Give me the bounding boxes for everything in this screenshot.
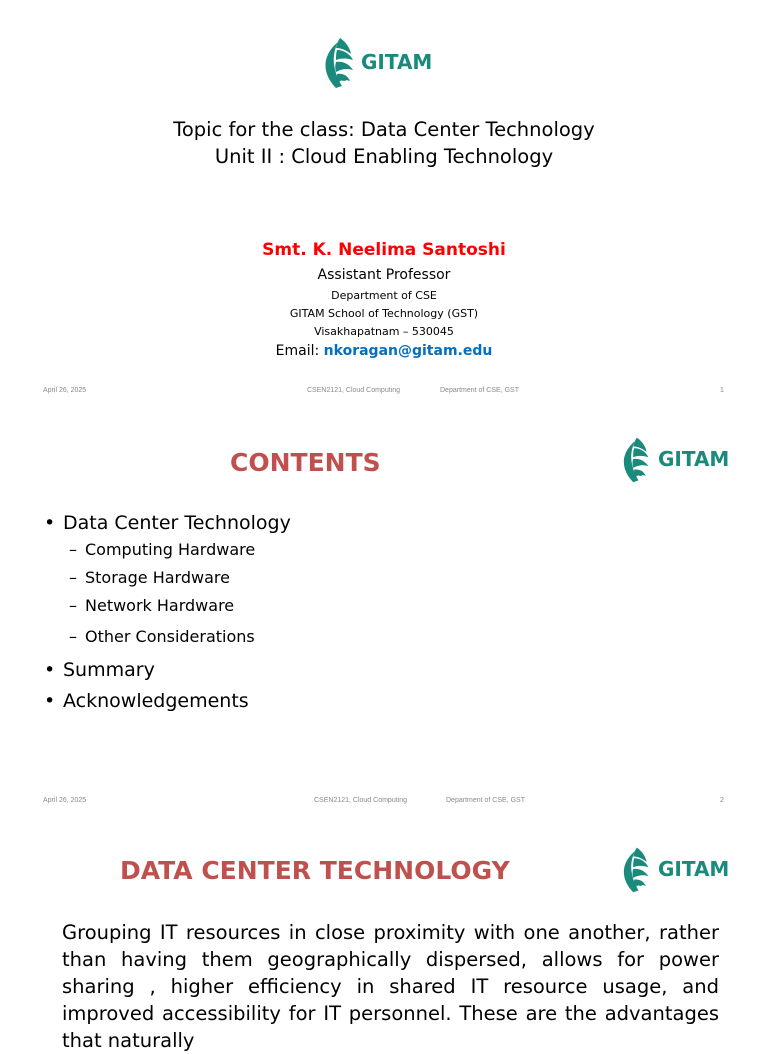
presenter-email-line — [0, 343, 768, 359]
gitam-logo-icon — [616, 434, 654, 484]
slide-1 — [0, 0, 768, 410]
list-item: • Acknowledgements — [44, 683, 291, 714]
slide-2 — [0, 410, 768, 820]
contents-list — [44, 510, 291, 714]
email-link[interactable]: nkoragan@gitam.edu — [323, 343, 493, 359]
logo-text: GITAM — [658, 447, 730, 471]
gitam-logo-icon — [318, 34, 358, 90]
slide-3 — [0, 820, 768, 1052]
topic-title: Topic for the class: Data Center Technology — [173, 118, 595, 141]
presenter-department: Department of CSE — [331, 289, 437, 302]
presenter-designation: Assistant Professor — [317, 267, 451, 283]
logo-text: GITAM — [361, 50, 433, 74]
presenter-school: GITAM School of Technology (GST) — [289, 307, 479, 320]
list-item: – Network Hardware — [44, 596, 291, 624]
gitam-logo-icon — [616, 844, 654, 894]
gitam-logo — [616, 844, 729, 894]
list-item: – Storage Hardware — [44, 568, 291, 596]
presenter-name: Smt. K. Neelima Santoshi — [262, 240, 506, 260]
gitam-logo — [616, 434, 729, 484]
list-item: • Data Center Technology — [44, 510, 291, 540]
presenter-city: Visakhapatnam – 530045 — [314, 325, 454, 338]
footer-dept: Department of CSE, GST — [440, 387, 519, 394]
footer-date: April 26, 2025 — [43, 387, 87, 394]
slide-title: CONTENTS — [230, 448, 381, 477]
footer-course: CSEN2121, Cloud Computing — [314, 797, 407, 804]
footer-course: CSEN2121, Cloud Computing — [307, 387, 400, 394]
email-label: Email: — [275, 343, 324, 359]
footer-dept: Department of CSE, GST — [446, 797, 525, 804]
body-paragraph: Grouping IT resources in close proximity with one another, rather than having them geographically dispersed, allows for power sharing , higher efficiency in shared IT resource usage, and improved accessibility for IT personnel. These are the advantages that naturally — [62, 921, 719, 1052]
footer-page: 2 — [720, 797, 724, 804]
footer-page: 1 — [720, 387, 724, 394]
list-item: • Summary — [44, 652, 291, 683]
list-item: – Other Considerations — [44, 624, 291, 652]
gitam-logo — [318, 34, 432, 90]
footer-date: April 26, 2025 — [43, 797, 87, 804]
slide-title: DATA CENTER TECHNOLOGY — [120, 856, 510, 885]
unit-title: Unit II : Cloud Enabling Technology — [214, 145, 554, 168]
logo-text: GITAM — [658, 857, 730, 881]
list-item: – Computing Hardware — [44, 540, 291, 568]
